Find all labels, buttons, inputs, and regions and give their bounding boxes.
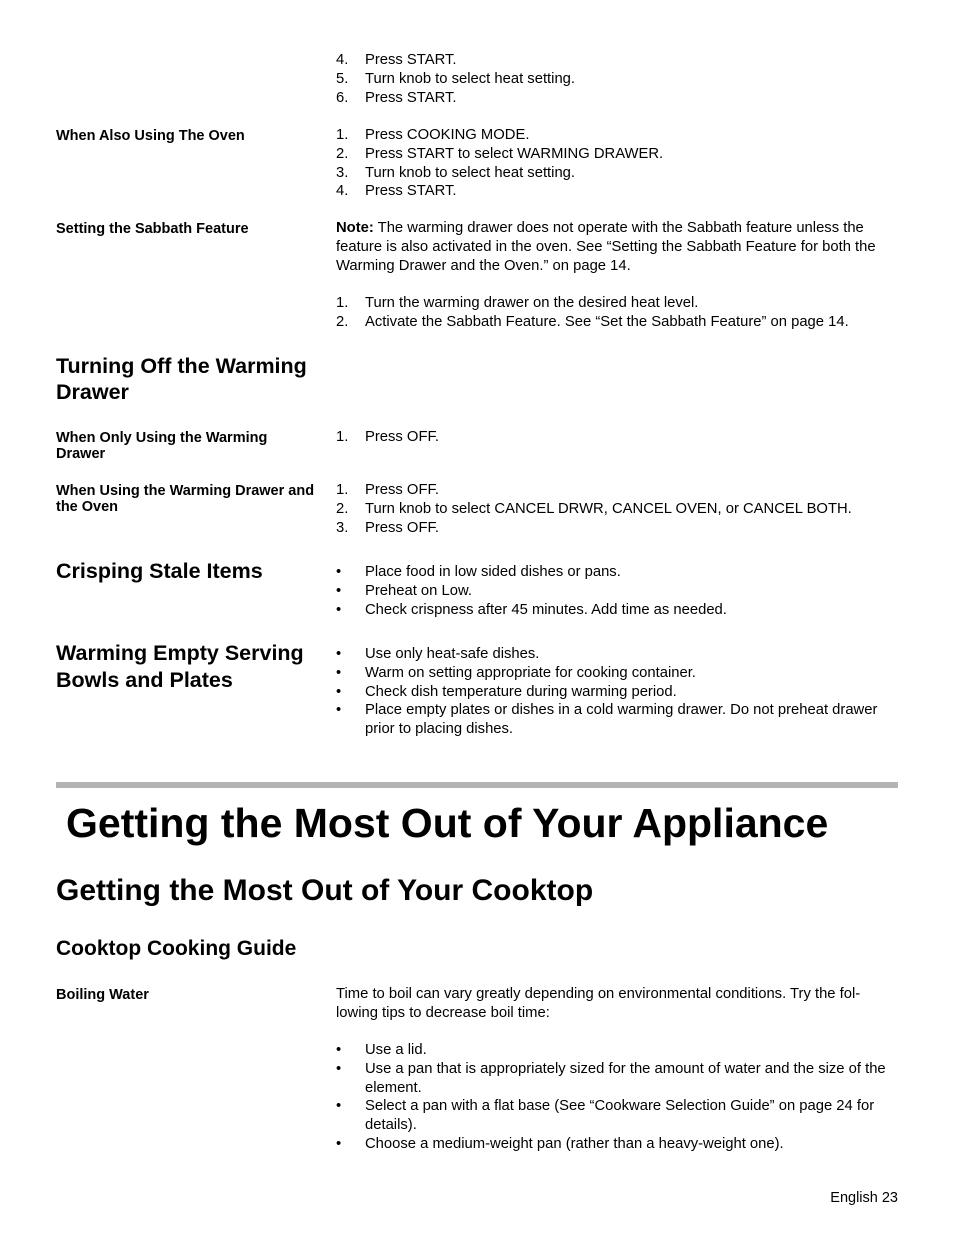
sabbath-list [336, 294, 898, 332]
only-warming-label: When Only Using the Warming Drawer [56, 430, 268, 462]
crisping-list [336, 563, 898, 619]
sabbath-label: Setting the Sabbath Feature [56, 221, 249, 237]
list-top [336, 51, 898, 107]
list-item: 1. Press OFF. [336, 482, 439, 498]
list-item: 2. Activate the Sabbath Feature. See “Set the Sabbath Feature” on page 14. [336, 313, 849, 330]
page-footer: English 23 [830, 1190, 898, 1206]
chapter-rule [56, 782, 898, 788]
list-item: • Place food in low sided dishes or pans. [336, 564, 621, 580]
section-title: Getting the Most Out of Your Cooktop [56, 874, 594, 907]
crisping-heading: Crisping Stale Items [56, 559, 263, 583]
boiling-list [336, 1041, 898, 1154]
list-item: 1. Press OFF. [336, 429, 439, 445]
boiling-intro: Time to boil can vary greatly depending on environmental conditions. Try the fol-lowing tips to decrease boil time: [336, 986, 861, 1021]
note-label: Note: [336, 220, 374, 236]
warming-empty-heading: Warming Empty Serving Bowls and Plates [56, 641, 304, 692]
list-item: • Warm on setting appropriate for cooking container. [336, 664, 696, 681]
list-item: 2. Turn knob to select CANCEL DRWR, CANCEL OVEN, or CANCEL BOTH. [336, 500, 852, 517]
list-item: 1. Turn the warming drawer on the desired heat level. [336, 295, 699, 311]
chapter-title: Getting the Most Out of Your Appliance [66, 800, 829, 846]
list-item: • Check dish temperature during warming period. [336, 683, 677, 700]
note-text: The warming drawer does not operate with the Sabbath feature unless the feature is also activated in the oven. See “Setting the Sabbath Feature for both the Warming Drawer and the Oven.” on page 14. [336, 220, 876, 274]
list-item: 3. Turn knob to select heat setting. [336, 164, 576, 181]
list-item: • Select a pan with a flat base (See “Cookware Selection Guide” on page 24 for details). [336, 1098, 875, 1134]
list-item: 2. Press START to select WARMING DRAWER. [336, 145, 664, 162]
warming-empty-list [336, 645, 898, 739]
both-label: When Using the Warming Drawer and the Oven [56, 483, 315, 515]
list-item: • Use a lid. [336, 1042, 427, 1058]
both-list [336, 481, 898, 537]
sabbath-note [336, 219, 898, 275]
subsection-title: Cooktop Cooking Guide [56, 937, 297, 960]
list-item: 1. Press COOKING MODE. [336, 127, 530, 143]
only-warming-list [336, 428, 898, 447]
list-item: • Use a pan that is appropriately sized for the amount of water and the size of the element. [336, 1060, 886, 1096]
turning-off-heading: Turning Off the Warming Drawer [56, 354, 307, 404]
list-item: • Preheat on Low. [336, 582, 472, 599]
also-oven-label: When Also Using The Oven [56, 128, 245, 144]
boiling-label: Boiling Water [56, 987, 149, 1003]
list-item: • Place empty plates or dishes in a cold warming drawer. Do not preheat drawer prior to placing dishes. [336, 702, 878, 738]
list-item: • Check crispness after 45 minutes. Add time as needed. [336, 601, 727, 618]
list-item: 4. Press START. [336, 183, 457, 200]
list-item: • Use only heat-safe dishes. [336, 646, 540, 662]
list-item: 5. Turn knob to select heat setting. [336, 70, 576, 87]
list-item: • Choose a medium-weight pan (rather than a heavy-weight one). [336, 1135, 784, 1152]
list-item: 4. Press START. [336, 52, 457, 68]
also-oven-list [336, 126, 898, 201]
list-item: 6. Press START. [336, 89, 457, 106]
list-item: 3. Press OFF. [336, 519, 439, 536]
